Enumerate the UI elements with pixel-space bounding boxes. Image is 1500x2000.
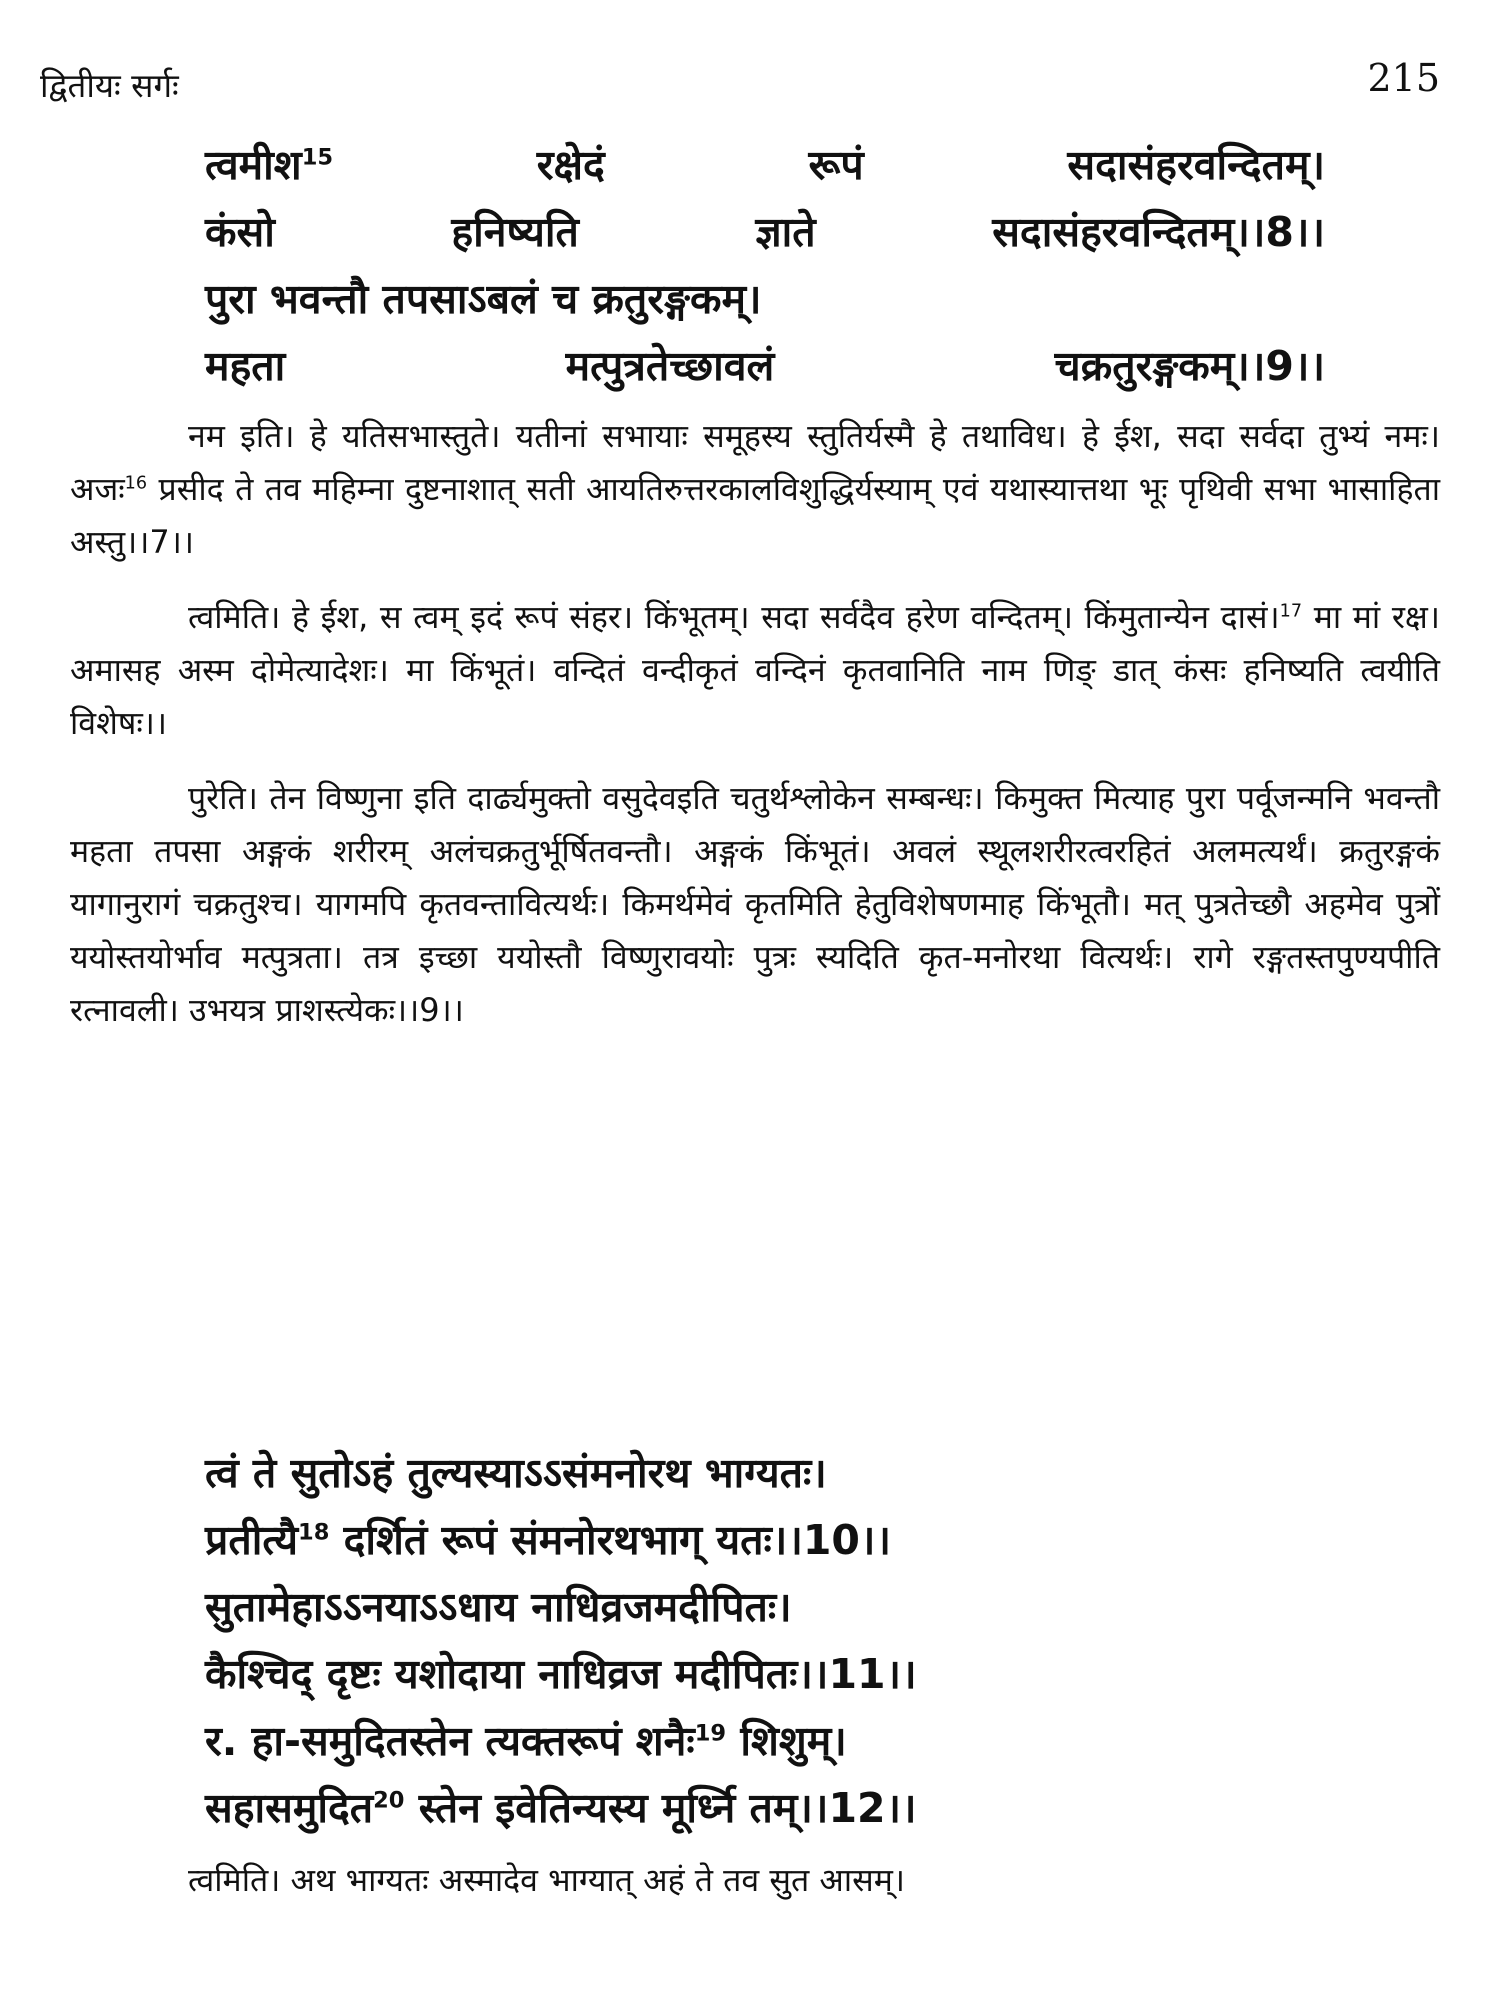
commentary-paragraph: त्वमिति। हे ईश, स त्वम् इदं रूपं संहर। किंभूतम्। सदा सर्वदैव हरेण वन्दितम्। किंमुतान्येन दासं।$^{17}$ मा मां रक्ष। अमासह अस्म दोमेत्यादेशः। मा किंभूतं। वन्दितं वन्दीकृतं वन्दिनं कृतवानिति नाम णिङ् डात् कंसः हनिष्यति त्वयीति विशेषः।।: [70, 598, 1440, 742]
footnote-marker: 16: [124, 473, 148, 494]
commentary-block: [70, 410, 1440, 1037]
verse-line: त्वमीश$^{15}$ रक्षेदं रूपं सदासंहरवन्दितम्।: [205, 141, 1325, 189]
commentary-paragraph: नम इति। हे यतिसभास्तुते। यतीनां सभायाः समूहस्य स्तुतिर्यस्मै हे तथाविध। हे ईश, सदा सर्वदा तुभ्यं नमः। अजः$^{16}$ प्रसीद ते तव महिम्ना दुष्टनाशात् सती आयतिरुत्तरकालविशुद्धिर्यस्याम् एवं यथास्यात्तथा भूः पृथिवी सभा भासाहिता अस्तु।।7।।: [70, 417, 1440, 561]
verse-line: महता मत्पुत्रतेच्छावलं चक्रतुरङ्गकम्।।9।।: [205, 342, 1325, 390]
footnote-marker: 15: [301, 144, 334, 171]
footnote-marker: 18: [298, 1519, 330, 1546]
commentary-paragraph: पुरेति। तेन विष्णुना इति दार्ढ्यमुक्तो वसुदेवइति चतुर्थश्लोकेन सम्बन्धः। किमुक्त मित्याह पुरा पर्वूजन्मनि भवन्तौ महता तपसा अङ्गकं शरीरम् अलंचक्रतुर्भूर्षितवन्तौ। अङ्गकं किंभूतं। अवलं स्थूलशरीरत्वरहितं अलमत्यर्थं। क्रतुरङ्गकं यागानुरागं चक्रतुश्च। यागमपि कृतवन्तावित्यर्थः। किमर्थमेवं कृतमिति हेतुविशेषणमाह किंभूतौ। मत् पुत्रतेच्छौ अहमेव पुत्रों ययोस्तयोर्भाव मत्पुत्रता। तत्र इच्छा ययोस्तौ विष्णुरावयोः पुत्रः स्यदिति कृत-मनोरथा वित्यर्थः। रागे रङ्गतस्तपुण्यपीति रत्नावली। उभयत्र प्राशस्त्येकः।।9।।: [70, 779, 1440, 1029]
commentary-paragraph: त्वमिति। अथ भाग्यतः अस्मादेव भाग्यात् अहं ते तव सुत आसम्।: [188, 1861, 905, 1899]
footnote-marker: 17: [1279, 601, 1303, 622]
verse-line: पुरा भवन्तौ तपसाऽबलं च क्रतुरङ्गकम्।: [205, 275, 762, 323]
verse-line: त्वं ते सुतोऽहं तुल्यस्याऽऽसंमनोरथ भाग्यतः।: [205, 1449, 827, 1497]
verse-line: सहासमुदित$^{20}$ स्तेन इवेतिन्यस्य मूर्ध्नि तम्।।12।।: [205, 1784, 917, 1832]
verse-line: सुतामेहाऽऽनयाऽऽधाय नाधिव्रजमदीपितः।: [205, 1583, 792, 1631]
verse-block-10-12: [205, 1440, 1325, 1842]
verse-line: र. हा-समुदितस्तेन त्यक्तरूपं शनैः$^{19}$ शिशुम्।: [205, 1717, 847, 1765]
footnote-marker: 19: [694, 1720, 727, 1747]
verse-block-8-9: [205, 132, 1325, 400]
verse-line: कंसो हनिष्यति ज्ञाते सदासंहरवन्दितम्।।8।।: [205, 208, 1325, 256]
verse-line: कैश्चिद् दृष्टः यशोदाया नाधिव्रज मदीपितः।।11।।: [205, 1650, 917, 1698]
verse-line: प्रतीत्यै$^{18}$ दर्शितं रूपं संमनोरथभाग् यतः।।10।।: [205, 1516, 892, 1564]
page-number: 215: [1367, 56, 1440, 100]
commentary-block-final: [70, 1854, 1440, 1907]
chapter-title: द्वितीयः सर्गः: [40, 66, 179, 105]
footnote-marker: 20: [373, 1787, 405, 1814]
